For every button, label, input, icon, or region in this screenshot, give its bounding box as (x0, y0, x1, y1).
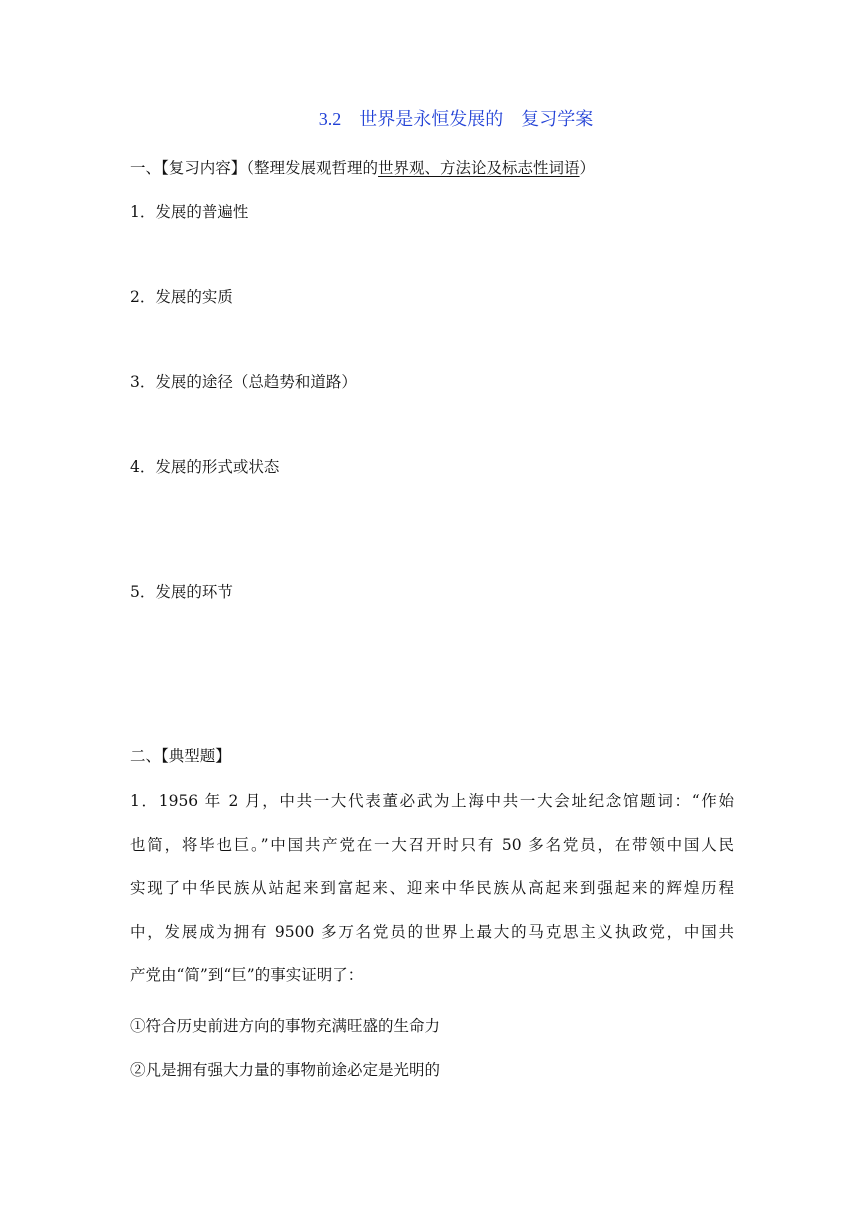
review-item-essence: 2．发展的实质 (130, 288, 233, 306)
question-line: 实现了中华民族从站起来到富起来、迎来中华民族从高起来到强起来的辉煌历程 (130, 879, 734, 897)
section1-heading-underlined: 世界观、方法论及标志性词语 (378, 159, 580, 177)
option-2: ②凡是拥有强大力量的事物前途必定是光明的 (130, 1061, 441, 1079)
question-line: 产党由“简”到“巨”的事实证明了： (130, 966, 364, 984)
section1-heading (130, 158, 595, 178)
review-item-path: 3．发展的途径（总趋势和道路） (130, 373, 357, 391)
question-line: 也简，将毕也巨。”中国共产党在一大召开时只有 50 多名党员，在带领中国人民 (130, 835, 734, 854)
question-1-text (130, 780, 734, 998)
review-item-links: 5．发展的环节 (130, 583, 233, 601)
title-main: 世界是永恒发展的 (359, 109, 504, 130)
question-line: 中，发展成为拥有 9500 多万名党员的世界上最大的马克思主义执政党，中国共 (130, 922, 734, 941)
option-1: ①符合历史前进方向的事物充满旺盛的生命力 (130, 1017, 441, 1035)
question-line: 1．1956 年 2 月，中共一大代表董必武为上海中共一大会址纪念馆题词：“作始 (130, 792, 734, 810)
review-item-universality: 1．发展的普遍性 (130, 203, 249, 221)
section1-heading-prefix: 一、【复习内容】（整理发展观哲理的 (130, 159, 379, 177)
section1-heading-suffix: ） (579, 159, 596, 177)
title-number: 3.2 (318, 109, 342, 129)
review-item-form: 4．发展的形式或状态 (130, 458, 280, 476)
title-suffix: 复习学案 (521, 109, 594, 130)
page-title (0, 105, 860, 131)
section2-heading: 二、【典型题】 (130, 747, 231, 765)
